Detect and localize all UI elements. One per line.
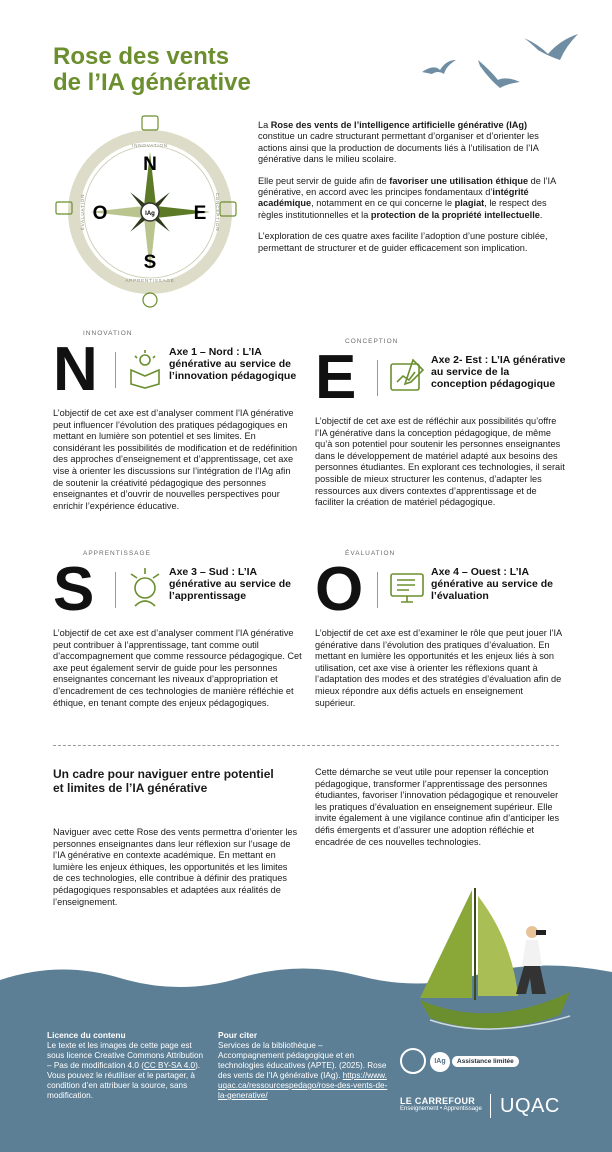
axis-south — [53, 542, 303, 709]
title-line-2: de l’IA générative — [53, 69, 251, 96]
axis-title: Axe 2- Est : L’IA générative au service de la conception pédagogique — [431, 354, 566, 390]
carrefour-name: LE CARREFOUR — [400, 1096, 476, 1106]
intro-p2-d: intégrité académique — [258, 187, 529, 209]
frame-right-text: Cette démarche se veut utile pour repenser la conception pédagogique, transformer l’apprentissage des personnes étudiantes, favoriser l’innovation pédagogique et renouveler les pratiques d’évaluation en enseignement supérieur. Elle invite également à une vigilance continue afin d’anticiper les défis émergents et d’assurer une adoption réfléchie et encadrée de ces nouvelles technologies. — [315, 767, 560, 847]
bird-icon — [422, 60, 456, 74]
compass-rose — [50, 112, 250, 312]
intro-paragraph-1 — [258, 120, 563, 166]
logo-separator — [490, 1094, 491, 1118]
compass-south: S — [143, 252, 157, 273]
license-link[interactable]: CC BY-SA 4.0 — [143, 1061, 196, 1070]
axis-body: L’objectif de cet axe est d’analyser comment l’IA générative peut contribuer à l’apprentissage, tant comme outil d’accompagnement que comme ressource pédagogique. Cet axe peut également servir de guide pour les personnes enseignantes concernant les niveaux d’appropriation et d’encadrement de ces technologies de manière réfléchie et éthique, en tenant compte des enjeux pédagogiques. — [53, 628, 302, 708]
carrefour-logo — [400, 1096, 482, 1112]
compass-ring-bottom: APPRENTISSAGE — [125, 278, 175, 283]
intro-p1-c: constitue un cadre structurant permettant d’organiser et d’orienter les actions ainsi que la production de documents liés à l’utilisation de l’IA générative dans le milieu scolaire. — [258, 131, 539, 165]
cite-title: Pour citer — [218, 1030, 258, 1040]
compass-north: N — [143, 154, 157, 175]
axis-letter: N — [53, 335, 98, 404]
axis-west — [315, 542, 565, 709]
cite-link[interactable]: https://www.uqac.ca/ressourcespedago/rose-des-vents-de-la-generative/ — [218, 1071, 388, 1100]
axis-east — [315, 330, 565, 509]
ai-assistance-badge — [400, 1048, 570, 1078]
bird-icon — [524, 34, 578, 60]
intro-p1-a: La — [258, 120, 271, 130]
intro-p2-c: de l’IA générative, en accord avec les principes fondamentaux d’ — [258, 175, 556, 198]
footer-license — [47, 1030, 207, 1101]
bird-icon — [478, 60, 520, 88]
carrefour-sub: Enseignement • Apprentissage — [400, 1106, 482, 1112]
compass-west: O — [92, 203, 108, 224]
compass-ring-left: ÉVALUATION — [80, 193, 85, 231]
intro-p1-b: Rose des vents de l’intelligence artificielle générative (IAg) — [270, 120, 528, 130]
intro-p2-f: plagiat — [454, 198, 485, 209]
axis-title: Axe 3 – Sud : L’IA générative au service de l’apprentissage — [169, 566, 291, 602]
page-title — [53, 44, 353, 96]
cite-text — [218, 1041, 388, 1101]
compass-east: E — [193, 203, 207, 224]
axis-body: L’objectif de cet axe est d’analyser comment l’IA générative peut influencer l’évolution des pratiques pédagogiques en mettant en lumière son potentiel et ses limites. En considérant les possibilités de modification et de redéfinition des approches d’enseignement et d’apprentissage, cet axe vise à orienter les discussions sur l’intégration de l’IAg afin de soutenir la créativité pédagogique des personnes enseignantes et d’ouvrir de nouvelles perspectives pour enrichir l’expérience éducative. — [53, 408, 298, 511]
compass-center-label: IAg — [145, 211, 155, 217]
license-title: Licence du contenu — [47, 1030, 126, 1040]
axis-tag: INNOVATION — [83, 330, 133, 337]
intro-p2-a: Elle peut servir de guide afin de — [258, 175, 390, 186]
axis-body: L’objectif de cet axe est d’examiner le rôle que peut jouer l’IA générative dans l’évolution des pratiques d’évaluation. En mettant en lumière les opportunités et les enjeux liés à son utilisation, cet axe vise à orienter les réflexions quant à l’adaptation des modes et des stratégies d’évaluation afin de mieux répondre aux défis actuels en enseignement supérieur. — [315, 628, 562, 708]
axis-tag: APPRENTISSAGE — [83, 550, 151, 557]
innovation-icon — [142, 116, 158, 130]
axis-letter: S — [53, 555, 95, 624]
intro-text — [258, 120, 563, 264]
intro-p2-i: . — [539, 209, 543, 220]
apprentissage-icon — [143, 293, 157, 307]
ai-usage-icon — [400, 1048, 426, 1074]
axis-letter: O — [315, 555, 364, 624]
license-text-b: ). Vous pouvez le réutiliser et le partager, à condition d’en attribuer la source, sans modification. — [47, 1061, 201, 1100]
intro-paragraph-2 — [258, 176, 563, 222]
axis-letter: E — [315, 343, 357, 412]
sailboat-illustration — [400, 880, 590, 1040]
frame-section-title: Un cadre pour naviguer entre potentiel et limites de l’IA générative — [53, 767, 274, 795]
learner-head-icon — [123, 566, 167, 610]
intro-p2-e: , notamment en ce qui concerne le — [311, 198, 455, 209]
frame-left-text: Naviguer avec cette Rose des vents permettra d’orienter les personnes enseignantes dans leur réflexion sur l’usage de l’IA générative en contexte académique. En mettant en lumière les enjeux éthiques, les opportunités et les limites de ces technologies, elle contribue à définir des pratiques pédagogiques responsables et adaptées aux réalités de l’enseignement. — [53, 827, 298, 907]
birds-illustration — [420, 30, 600, 110]
footer-citation — [218, 1030, 388, 1101]
title-line-1: Rose des vents — [53, 43, 230, 70]
assistance-label: Assistance limitée — [452, 1056, 519, 1067]
intro-paragraph-3: L’exploration de ces quatre axes facilite l’adoption d’une posture ciblée, permettant de structurer et de guider efficacement son implication. — [258, 231, 548, 253]
axis-tag: ÉVALUATION — [345, 550, 396, 557]
compass-ring-right: CONCEPTION — [215, 192, 220, 232]
intro-p2-h: protection de la propriété intellectuelle — [370, 209, 540, 220]
axis-north — [53, 322, 303, 512]
innovation-box-icon — [123, 346, 167, 390]
intro-p2-b: favoriser une utilisation éthique — [389, 175, 529, 186]
iag-badge: IAg — [430, 1052, 450, 1072]
axis-body: L’objectif de cet axe est de réfléchir aux possibilités qu’offre l’IA générative dans la conception pédagogique, de même qu’à son potentiel pour soutenir les personnes enseignantes dans le développement de matériel adapté aux besoins des personnes étudiantes. En explorant ces technologies, il serait possible de mieux structurer les contenus, d’adapter les ressources aux divers contextes d’apprentissage et de faciliter la création de matériel pédagogique. — [315, 416, 565, 508]
design-board-icon — [385, 354, 429, 398]
axis-title: Axe 4 – Ouest : L’IA générative au service de l’évaluation — [431, 566, 553, 602]
intro-p2-g: , le respect des règles institutionnelles et la — [258, 198, 547, 220]
section-divider — [53, 745, 559, 746]
uqac-logo: UQAC — [500, 1095, 560, 1117]
cite-text-body: Services de la bibliothèque – Accompagnement pédagogique et en technologies éducatives (APTE). (2025). Rose des vents de l’IA générative (IAg). — [218, 1041, 387, 1080]
license-text-a: Le texte et les images de cette page est sous licence Creative Commons Attribution – Pas de modification 4.0 ( — [47, 1041, 204, 1070]
compass-ring-top: INNOVATION — [132, 143, 168, 148]
license-text — [47, 1041, 207, 1101]
axis-title: Axe 1 – Nord : L’IA générative au service de l’innovation pédagogique — [169, 346, 297, 382]
axis-tag: CONCEPTION — [345, 338, 399, 345]
evaluation-computer-icon — [385, 566, 429, 610]
